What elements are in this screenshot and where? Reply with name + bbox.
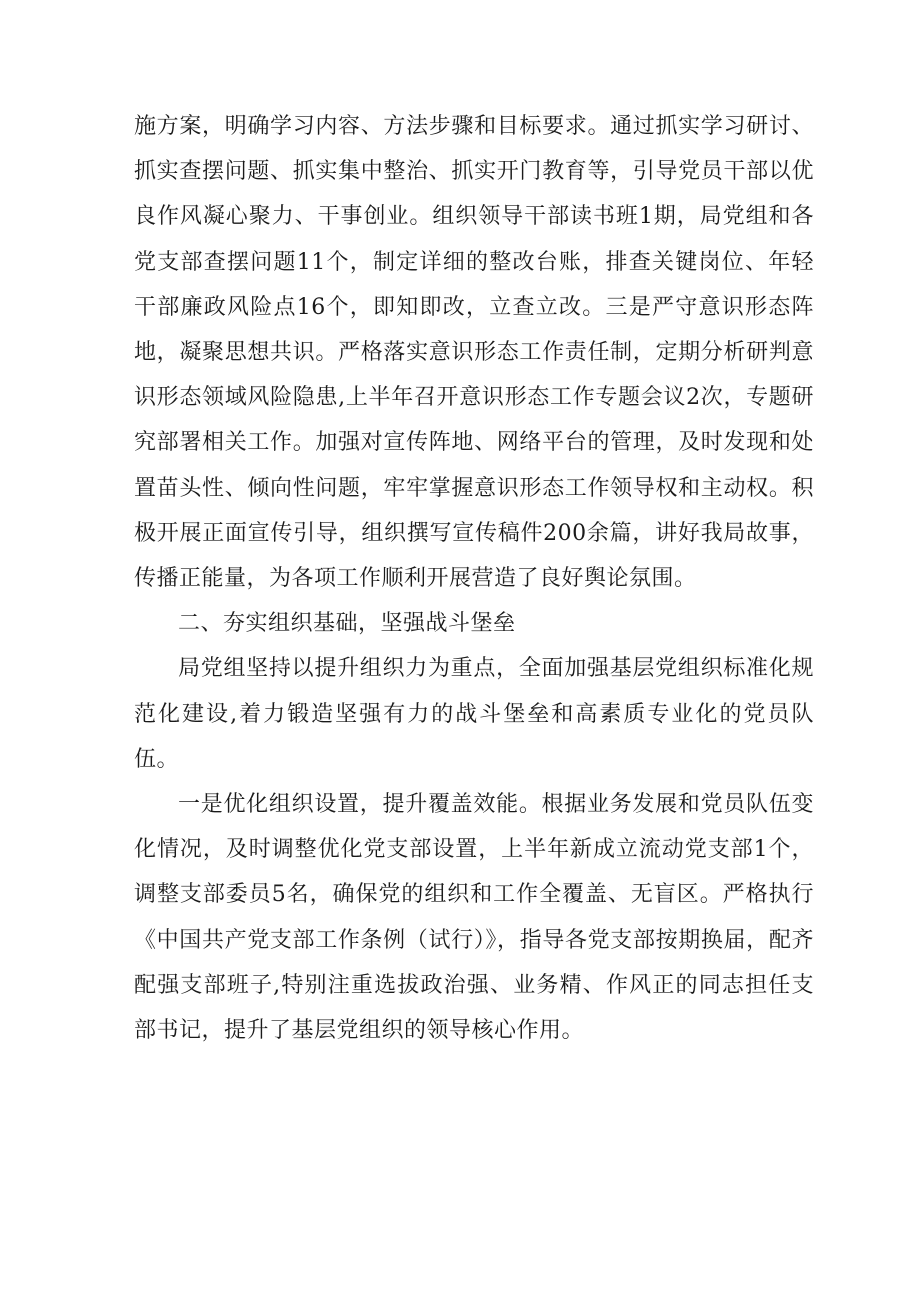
paragraph-section-intro: 局党组坚持以提升组织力为重点，全面加强基层党组织标准化规范化建设,着力锻造坚强有力的战斗堡垒和高素质专业化的党员队伍。 [134,656,814,772]
paragraph-continuation: 施方案，明确学习内容、方法步骤和目标要求。通过抓实学习研讨、抓实查摆问题、抓实集中整治、抓实开门教育等，引导党员干部以优良作风凝心聚力、干事创业。组织领导干部读书班1期，局党组和各党支部查摆问题11个，制定详细的整改台账，排查关键岗位、年轻干部廉政风险点16个，即知即改，立查立改。三是严守意识形态阵地，凝聚思想共识。严格落实意识形态工作责任制，定期分析研判意识形态领域风险隐患,上半年召开意识形态工作专题会议2次，专题研究部署相关工作。加强对宣传阵地、网络平台的管理，及时发现和处置苗头性、倾向性问题，牢牢掌握意识形态工作领导权和主动权。积极开展正面宣传引导，组织撰写宣传稿件200余篇，讲好我局故事，传播正能量，为各项工作顺利开展营造了良好舆论氛围。 [134,114,814,592]
paragraph-organization-setup: 一是优化组织设置，提升覆盖效能。根据业务发展和党员队伍变化情况，及时调整优化党支部设置，上半年新成立流动党支部1个，调整支部委员5名，确保党的组织和工作全覆盖、无盲区。严格执行《中国共产党支部工作条例（试行）》，指导各党支部按期换届，配齐配强支部班子,特别注重选拔政治强、业务精、作风正的同志担任支部书记，提升了基层党组织的领导核心作用。 [134,792,814,1044]
document-body [134,104,814,1053]
section-heading: 二、夯实组织基础，坚强战斗堡垒 [178,611,516,637]
